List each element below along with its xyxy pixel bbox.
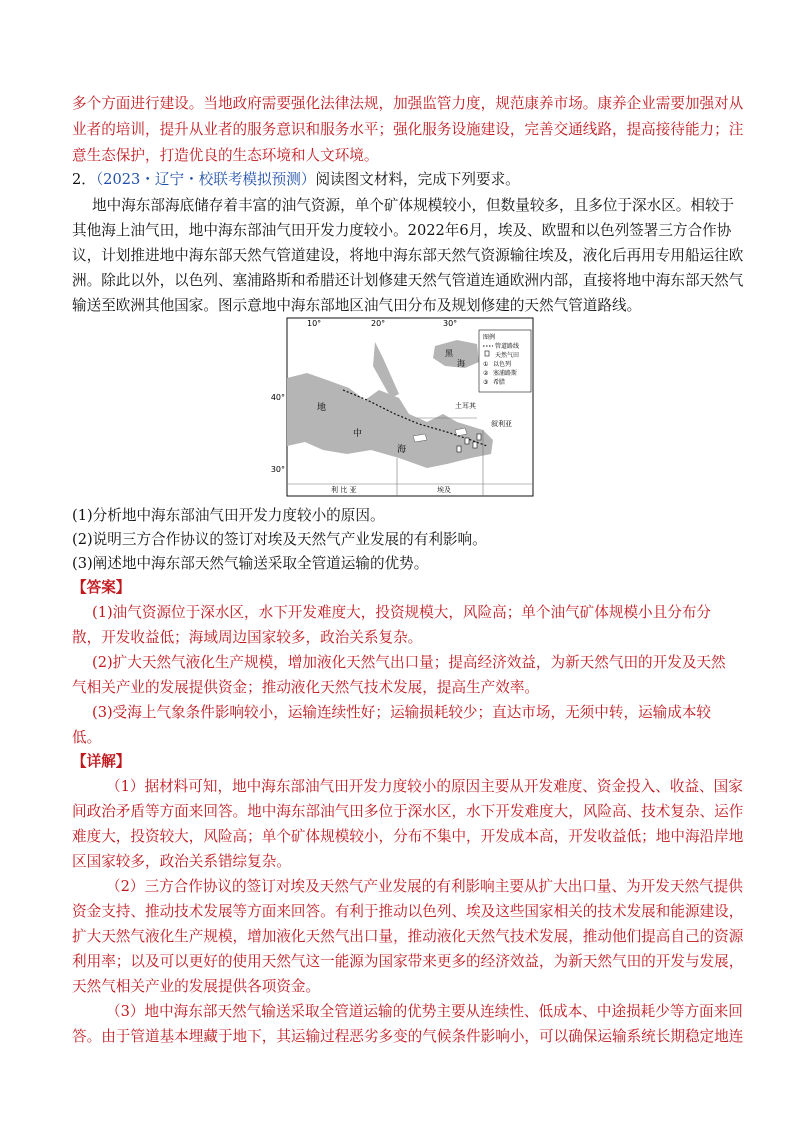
legend-israel: 以色列 [493, 361, 512, 368]
country-turkey: 土耳其 [455, 402, 476, 410]
answer-line-6: 低。 [72, 729, 102, 746]
detail-line-5: （2）三方合作协议的签订对埃及天然气产业发展的有利影响主要从扩大出口量、为开发天然气提供 [106, 878, 743, 895]
detail-line-1: （1）据材料可知，地中海东部油气田开发力度较小的原因主要从开发难度、资金投入、收益、国家 [106, 778, 743, 795]
sea-label-di: 地 [317, 403, 327, 413]
black-sea-label-1: 黑 [445, 349, 453, 358]
detail-line-6: 资金支持、推动技术发展等方面来回答。有利于推动以色列、埃及这些国家相关的技术发展和能源建设， [72, 903, 744, 920]
country-libya: 利 比 亚 [331, 486, 357, 494]
answer-line-5: (3)受海上气象条件影响较小，运输连续性好；运输损耗较少；直达市场，无须中转，运输成本较 [92, 704, 712, 721]
legend-cyprus: 塞浦路斯 [493, 370, 518, 377]
answer-line-1: (1)油气资源位于深水区，水下开发难度大，投资规模大，风险高；单个油气矿体规模小且分布分 [92, 604, 712, 621]
question-3: (3)阐述地中海东部天然气输送采取全管道运输的优势。 [72, 555, 429, 572]
legend-num-1: ① [483, 361, 489, 368]
lon-label-20: 20° [371, 319, 386, 328]
lon-label-10: 10° [307, 319, 322, 328]
question-header [72, 168, 734, 192]
material-line-3: 议，计划推进地中海东部天然气管道建设，将地中海东部天然气资源输往埃及，液化后再用专用船运往欧 [72, 247, 744, 264]
detail-line-11: 答。由于管道基本埋藏于地下，其运输过程恶劣多变的气候条件影响小，可以确保运输系统长期稳定地连 [72, 1028, 744, 1045]
map-legend [479, 330, 531, 392]
black-sea-label-2: 海 [457, 359, 465, 368]
answer-line-4: 气相关产业的发展提供资金；推动液化天然气技术发展，提高生产效率。 [72, 679, 540, 696]
continuation-line-2: 业者的培训，提升从业者的服务意识和服务水平；强化服务设施建设，完善交通线路，提高接待能力；注 [72, 121, 744, 138]
material-line-4: 洲。除此以外，以色列、塞浦路斯和希腊还计划修建天然气管道连通欧洲内部，直接将地中海东部天然气 [72, 272, 744, 289]
detail-line-2: 间政治矛盾等方面来回答。地中海东部油气田多位于深水区，水下开发难度大，风险高、技术复杂、运作 [72, 803, 744, 820]
sea-label-hai: 海 [397, 445, 407, 455]
legend-greece: 希腊 [493, 379, 506, 386]
lon-label-30: 30° [443, 319, 458, 328]
legend-title: 图例 [483, 334, 496, 341]
material-line-1: 地中海东部海底储存着丰富的油气资源，单个矿体规模较小，但数量较多，且多位于深水区。相较于 [92, 197, 735, 214]
detail-line-3: 难度大，投资较大，风险高；单个矿体规模较小，分布不集中，开发成本高，开发收益低；地中海沿岸地 [72, 828, 744, 845]
legend-num-2: ② [483, 370, 489, 377]
country-egypt: 埃及 [437, 486, 451, 494]
answer-header: 【答案】 [72, 579, 131, 596]
answer-line-3: (2)扩大天然气液化生产规模，增加液化天然气出口量；提高经济效益，为新天然气田的开发及天然 [92, 654, 726, 671]
answer-line-2: 散，开发收益低；海域周边国家较多，政治关系复杂。 [72, 629, 423, 646]
question-source: （2023・辽宁・校联考模拟预测） [95, 171, 316, 188]
sea-label-zhong: 中 [353, 429, 363, 439]
mediterranean-map [270, 318, 533, 496]
material-line-2: 其他海上油气田，地中海东部油气田开发力度较小。2022年6月，埃及、欧盟和以色列签署三方合作协 [72, 222, 732, 239]
lat-label-30: 30° [270, 465, 285, 474]
detail-line-9: 天然气相关产业的发展提供各项资金。 [72, 978, 321, 995]
question-1: (1)分析地中海东部油气田开发力度较小的原因。 [72, 507, 385, 524]
continuation-line-3: 意生态保护，打造优良的生态环境和人文环境。 [72, 147, 379, 164]
legend-gasfield: 天然气田 [495, 352, 520, 359]
legend-num-3: ③ [483, 379, 489, 386]
legend-pipeline: 管道路线 [495, 343, 520, 350]
question-2: (2)说明三方合作协议的签订对埃及天然气产业发展的有利影响。 [72, 531, 487, 548]
continuation-line-1: 多个方面进行建设。当地政府需要强化法律法规，加强监管力度，规范康养市场。康养企业需要加强对从 [72, 95, 744, 112]
lat-label-40: 40° [270, 393, 285, 402]
country-syria: 叙利亚 [491, 420, 512, 428]
detail-header: 【详解】 [72, 753, 131, 770]
detail-line-8: 利用率；以及可以更好的使用天然气这一能源为国家带来更多的经济效益，为新天然气田的开发与发展， [72, 953, 744, 970]
detail-line-4: 区国家较多，政治关系错综复杂。 [72, 853, 291, 870]
question-prompt: 阅读图文材料，完成下列要求。 [315, 171, 520, 188]
detail-line-7: 扩大天然气液化生产规模，增加液化天然气出口量，推动液化天然气技术发展，推动他们提高自己的资源 [72, 928, 744, 945]
detail-line-10: （3）地中海东部天然气输送采取全管道运输的优势主要从连续性、低成本、中途损耗少等方面来回 [106, 1003, 743, 1020]
material-line-5: 输送至欧洲其他国家。图示意地中海东部地区油气田分布及规划修建的天然气管道路线。 [72, 297, 642, 314]
question-number: 2． [72, 171, 96, 188]
